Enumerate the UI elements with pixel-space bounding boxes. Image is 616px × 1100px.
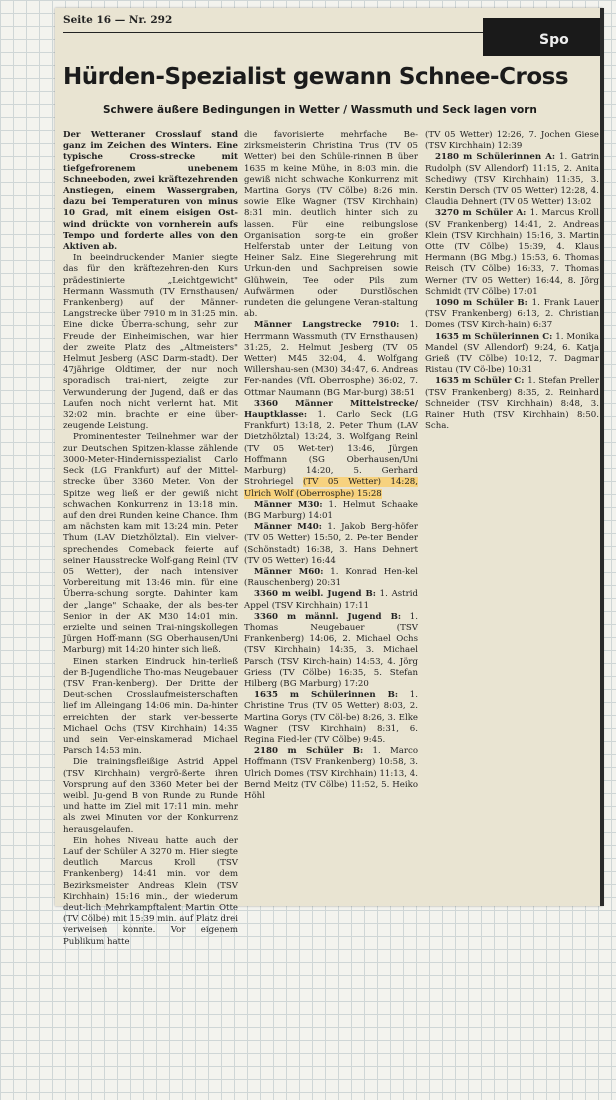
result-title: 2180 m Schüler B:: [254, 746, 364, 757]
section-tab-sport: Spo: [483, 18, 603, 56]
author-signature: Scha.: [425, 421, 450, 432]
result-text: 1. Konrad Hen-kel (Rauschenberg) 20:31: [244, 566, 418, 589]
result-text: 1. Gatrin Rudolph (SV Allendorf) 11:15, 2. Anita Schediwy (TSV Kirchhain) 11:35, 3. Kerstin Dersch (TV 05 Wetter) 12:28, 4. Claudia Dehnert (TV 05 Wetter) 13:02: [425, 152, 600, 208]
result-title: 1090 m Schüler B:: [435, 298, 528, 309]
result-block: [244, 746, 418, 802]
body-paragraph: Prominentester Teilnehmer war der zur Deutschen Spitzen-klasse zählende 3000-Meter-Hindernisspezialist Carlo Seck (LG Frankfurt) auf der Mittel-strecke über 3360 Meter. Von der Spitze weg ließ er der gewiß nicht schwachen Konkurrenz in 13:18 min. auf den drei Runden keine Chance. Ihm am nächsten kam mit 13:24 min. Peter Thum (LAV Dietzhölztal). Ein vielver-sprechendes Comeback feierte auf seiner Hausstrecke Wolf-gang Reinl (TV 05 Wetter), der nach intensiver Vorbereitung mit 13:46 min. für eine Überra-schung sorgte. Dahinter kam der „lange" Schaake, der als bes-ter Senior in der AK M30 14:01 min. erzielte und seinen Trai-ningskollegen Jürgen Hoff-mann (SG Oberhausen/Uni Marburg) mit 14:20 hinter sich ließ.: [63, 432, 238, 656]
article-subheadline: Schwere äußere Bedingungen in Wetter / Wassmuth und Seck lagen vorn: [103, 104, 537, 116]
result-block: [425, 208, 599, 298]
highlighted-result: (TV 05 Wetter) 14:28, Ulrich Wolf (Oberrosphe) 15:28: [244, 477, 418, 499]
result-title: Männer M30:: [254, 499, 323, 510]
result-text: 1. Marcus Kroll (SV Frankenberg) 14:41, 2. Andreas Klein (TSV Kirchhain) 15:16, 3. Martin Otte (TV Cölbe) 15:39, 4. Klaus Hermann (BG Mbg.) 15:53, 6. Thomas Reisch (TV Cölbe) 16:33, 7. Thomas Werner (TV 05 Wetter) 16:44, 8. Jörg Schmidt (TV Cölbe) 17:01: [425, 208, 599, 297]
result-block: [244, 567, 418, 589]
body-paragraph: Einen starken Eindruck hin-terließ der B-Jugendliche Tho-mas Neugebauer (TSV Fran-kenberg). Der Dritte der Deut-schen Crosslaufmeisterschaften lief im Alleingang 14:06 min. Da-hinter erreichten der stark ver-besserte Michael Ochs (TSV Kirchhain) 14:35 und sein Ver-einskamerad Michael Parsch 14:53 min.: [63, 656, 238, 757]
result-block: [244, 589, 418, 611]
result-block: [244, 399, 418, 500]
result-text: 1. Herrmann Wassmuth (TV Ernsthausen) 31:25, 2. Helmut Jesberg (TV 05 Wetter) M45 32:04, 4. Wolfgang Willershau-sen (M30) 34:47, 6. Andreas Fer-nandes (VfL Oberrosphe) 36:02, 7. Ottmar Naumann (BG Mar-burg) 38:51: [244, 320, 418, 398]
result-block: [425, 152, 599, 208]
result-block: [244, 690, 418, 746]
body-paragraph: Die trainingsfleißige Astrid Appel (TSV Kirchhain) vergrö-ßerte ihren Vorsprung auf den 3360 Meter bei der weibl. Ju-gend B von Runde zu Runde und hatte im Ziel mit 17:11 min. mehr als zwei Minuten vor der Konkurrenz herausgelaufen.: [63, 757, 238, 835]
result-text: 1. Monika Mandel (SV Allendorf) 9:24, 6. Katja Grieß (TV Cölbe) 10:12, 7. Dagmar Ristau (TV Cö-lbe) 10:31: [425, 331, 599, 376]
result-title: 3270 m Schüler A:: [435, 208, 527, 219]
result-block: [244, 320, 418, 398]
result-title: 3360 m weibl. Jugend B:: [254, 589, 376, 600]
article-headline: Hürden-Spezialist gewann Schnee-Cross: [63, 64, 569, 90]
article-column-2: [244, 130, 418, 900]
result-text: 1. Frank Lauer (TSV Frankenberg) 6:13, 2. Christian Domes (TSV Kirch-hain) 6:37: [425, 298, 600, 331]
result-title: 1635 m Schülerinnen B:: [254, 690, 399, 701]
body-paragraph: die favorisierte mehrfache Be-zirksmeisterin Christina Trus (TV 05 Wetter) bei den Schüle-rinnen B über 1635 m keine Mühe, in 8:03 min. die gewiß nicht schwache Konkurrenz mit Martina Gorys (TV Cölbe) 8:26 min. sowie Elke Wagner (TSV Kirchhain) 8:31 min. deutlich hinter sich zu lassen. Für eine reibungslose Organisation sorg-te ein großer Helferstab unter der Leitung von Heiner Salz. Eine Siegerehrung mit Urkun-den und Sachpreisen sowie Glühwein, Tee oder Pils zum Aufwärmen oder Durstlöschen rundeten die gelungene Veran-staltung ab.: [244, 130, 418, 320]
article-column-3: [425, 130, 599, 490]
result-text: 1. Christine Trus (TV 05 Wetter) 8:03, 2. Martina Gorys (TV Cöl-be) 8:26, 3. Elke Wagner (TSV Kirchhain) 8:31, 6. Regina Fied-ler (TV Cölbe) 9:45.: [244, 690, 418, 745]
page-number-header: Seite 16 — Nr. 292: [63, 14, 173, 26]
result-title: Männer M60:: [254, 566, 324, 577]
result-text: 1. Astrid Appel (TSV Kirchhain) 17:11: [244, 589, 418, 611]
result-text: 1. Helmut Schaake (BG Marburg) 14:01: [244, 499, 418, 521]
result-title: Männer Langstrecke 7910:: [254, 320, 400, 331]
result-title: 1635 m Schülerinnen C:: [435, 331, 553, 342]
result-block: [425, 298, 599, 332]
result-title: 1635 m Schüler C:: [435, 376, 525, 387]
result-title: 2180 m Schülerinnen A:: [435, 152, 556, 163]
result-text: 1. Jakob Berg-höfer (TV 05 Wetter) 15:50, 2. Pe-ter Bender (Schönstadt) 16:38, 3. Hans Dehnert (TV 05 Wetter) 16:44: [244, 522, 418, 566]
body-paragraph: Ein hohes Niveau hatte auch der Lauf der Schüler A 3270 m. Hier siegte deutlich Marcus Kroll (TSV Frankenberg) 14:41 min. vor dem Bezirksmeister Andreas Klein (TSV Kirchhain) 15:16 min., der wiederum deut-lich Mehrkampftalent Martin Otte (TV Cölbe) mit 15:39 min. auf Platz drei verweisen konnte. Vor eigenem Publikum hatte: [63, 835, 238, 947]
result-title: 3360 m männl. Jugend B:: [254, 611, 402, 622]
result-block: [425, 332, 599, 377]
result-text: 1. Carlo Seck (LG Frankfurt) 13:18, 2. Peter Thum (LAV Dietzhölztal) 13:24, 3. Wolfgang Reinl (TV 05 Wet-ter) 13:46, Jürgen Hoffmann (SG Oberhausen/Uni Marburg) 14:20, 5. Gerhard Strohriegel: [244, 410, 418, 488]
result-title: 3360 Männer Mittelstrecke/ Hauptklasse:: [244, 398, 418, 421]
result-block: [244, 612, 418, 690]
article-column-1: [63, 130, 238, 947]
binder-edge: [600, 8, 604, 906]
result-block: [425, 376, 599, 432]
result-block: [244, 522, 418, 567]
result-title: Männer M40:: [254, 522, 322, 533]
body-paragraph: In beeindruckender Manier siegte das für den kräftezehren-den Kurs prädestinierte „Leichtgewicht" Hermann Wassmuth (TV Ernsthausen/ Frankenberg) auf der Männer-Langstrecke über 7910 m in 31:25 min. Eine dicke Überra-schung, sehr zur Freude der Einheimischen, war hier der zweite Platz des „Altmeisters" Helmut Jesberg (ASC Darm-stadt). Der 47jährige Oldtimer, der nur noch sporadisch trai-niert, zeigte zur Verwunderung der Jugend, daß er das Laufen noch nicht verlernt hat. Mit 32:02 min. brachte er eine über-zeugende Leistung.: [63, 253, 238, 432]
result-text: 1. Marco Hoffmann (TSV Frankenberg) 10:58, 3. Ulrich Domes (TSV Kirchhain) 11:13, 4. Bernd Meitz (TV Cölbe) 11:52, 5. Heiko Höhl: [244, 746, 418, 801]
result-block: [244, 500, 418, 522]
result-text: 1. Stefan Preller (TSV Frankenberg) 8:35, 2. Reinhard Schneider (TSV Kirchhain) 8:48, 3. Rainer Huth (TSV Kirchhain) 8:50.: [425, 376, 599, 421]
result-text: 1. Thomas Neugebauer (TSV Frankenberg) 14:06, 2. Michael Ochs (TSV Kirchhain) 14:35, 3. Michael Parsch (TSV Kirch-hain) 14:53, 4. Jörg Griess (TV Cölbe) 16:35, 5. Stefan Hilberg (BG Marburg) 17:20: [244, 611, 418, 689]
newspaper-clipping: [55, 8, 603, 947]
body-paragraph: (TV 05 Wetter) 12:26, 7. Jochen Giese (TSV Kirchhain) 12:39: [425, 130, 599, 152]
lead-paragraph: Der Wetteraner Crosslauf stand ganz im Zeichen des Winters. Eine typische Cross-strecke mit tiefgefrorenem unebenem Schneeboden, zwei kräftezehrenden Anstiegen, einem Wassergraben, dazu bei Temperaturen von minus 10 Grad, mit einem eisigen Ost-wind drückte von vornherein aufs Tempo und forderte alles von den Aktiven ab.: [63, 130, 238, 253]
